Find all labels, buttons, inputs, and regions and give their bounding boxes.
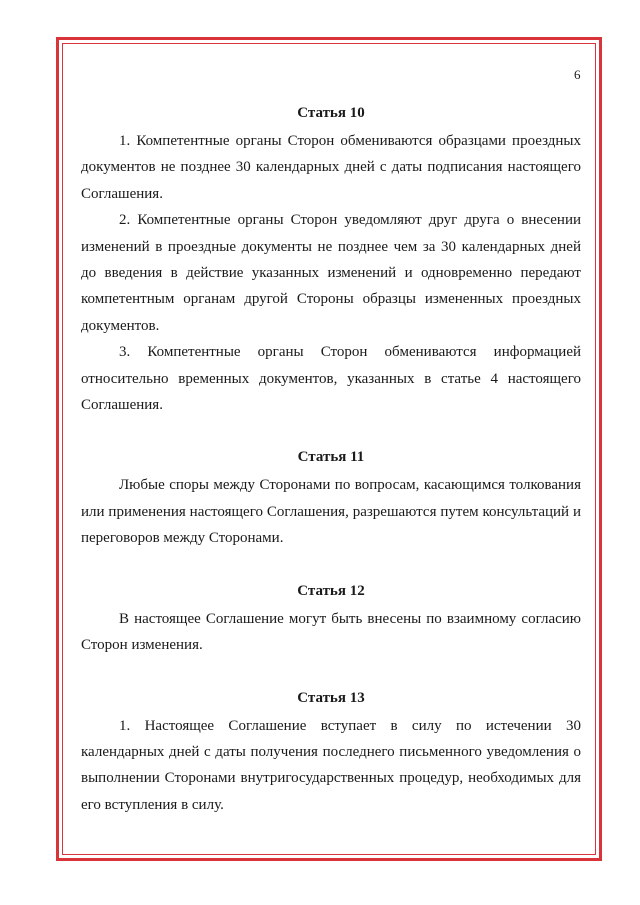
article-paragraph: 1. Настоящее Соглашение вступает в силу по истечении 30 календарных дней с даты получения последнего письменного уведомления о выполнении Сторонами внутригосударственных процедур, необходимых для его вступления в силу. — [81, 717, 581, 813]
article-heading: Статья 12 — [297, 582, 365, 599]
article-heading: Статья 11 — [297, 449, 365, 466]
article-paragraph: 2. Компетентные органы Сторон уведомляют друг друга о внесении изменений в проездные документы не позднее чем за 30 календарных дней до введения в действие указанных изменений и одновременно передают компетентным органам другой Стороны образцы измененных проездных документов. — [81, 212, 581, 334]
document-body — [81, 100, 581, 818]
page-number: 6 — [574, 67, 581, 82]
article-heading: Статья 13 — [297, 689, 365, 706]
article-paragraph: В настоящее Соглашение могут быть внесены по взаимному согласию Сторон изменения. — [81, 610, 581, 654]
article-heading: Статья 10 — [297, 105, 365, 121]
article-paragraph: 1. Компетентные органы Сторон обмениваются образцами проездных документов не позднее 30 календарных дней с даты подписания настоящего Соглашения. — [81, 133, 581, 202]
article-paragraph: Любые споры между Сторонами по вопросам, касающимся толкования или применения настоящего Соглашения, разрешаются путем консультаций и переговоров между Сторонами. — [81, 477, 581, 547]
article-12 — [81, 578, 581, 659]
article-11 — [81, 444, 581, 551]
article-10 — [81, 100, 581, 418]
article-13 — [81, 685, 581, 819]
article-paragraph: 3. Компетентные органы Сторон обмениваются информацией относительно временных документов, указанных в статье 4 настоящего Соглашения. — [81, 344, 581, 414]
